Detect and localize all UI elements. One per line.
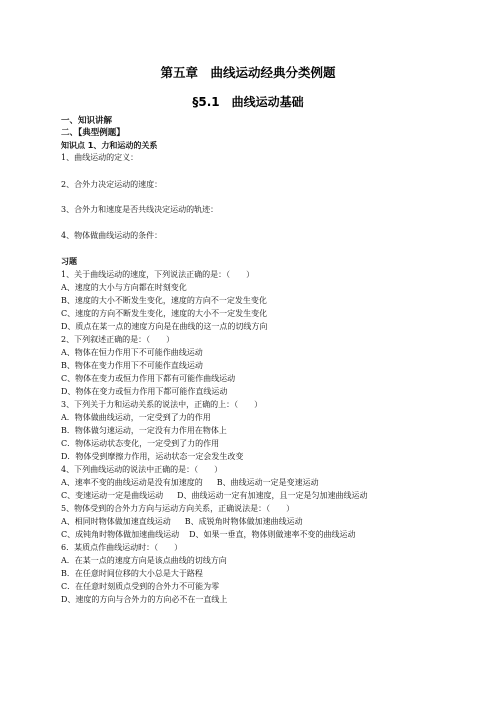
problem-3-stem: 3、下列关于力和运动关系的说法中，正确的上：（ ） [61,400,263,409]
problem-4-stem: 4、下列曲线运动的说法中正确的是：（ ） [61,465,223,474]
kp-question-4: 4、物体做曲线运动的条件： [61,231,163,240]
problem-5-row-1 [61,517,303,527]
kp-question-3: 3、合外力和速度是否共线决定运动的轨迹： [61,205,219,214]
problem-3-option-a: A．物体做曲线运动，一定受到了力的作用 [61,413,211,422]
problem-6-option-a: A．在某一点的速度方向是该点曲线的切线方向 [61,556,227,565]
problem-1-option-c: C、速度的方向不断发生变化，速度的大小不一定发生变化 [61,309,268,318]
problem-5-option-c: C、成钝角时物体做加速曲线运动 [61,530,180,539]
problem-4-row-1 [61,478,319,488]
problem-1-stem: 1、关于曲线运动的速度，下列说法正确的是：（ ） [61,270,255,279]
problem-4-row-2 [61,491,368,501]
problem-5-option-a: A、相同时物体做加速直线运动 [61,517,171,526]
problem-1-option-b: B、速度的大小不断发生变化，速度的方向不一定发生变化 [61,296,267,305]
problem-5-option-b: B、成锐角时物体做加速曲线运动 [184,517,303,526]
problem-3-option-c: C．物体运动状态变化，一定受到了力的作用 [61,439,220,448]
problem-4-option-d: D、曲线运动一定有加速度，且一定是匀加速曲线运动 [177,491,368,500]
problem-4-option-a: A、速率不变的曲线运动是没有加速度的 [61,478,203,487]
problem-6-stem: 6．某质点作曲线运动时：（ ） [61,543,183,552]
problem-4-option-c: C、变速运动一定是曲线运动 [61,491,164,500]
problem-3-option-d: D．物体受到摩擦力作用，运动状态一定会发生改变 [61,452,244,461]
problem-5-option-d: D、如果一垂直，物体则做速率不变的曲线运动 [189,530,356,539]
problem-2-option-d: D、物体在变力或恒力作用下都可能作直线运动 [61,387,228,396]
kp-question-1: 1、曲线运动的定义： [61,153,139,162]
heading-examples: 二、【典型例题】 [61,128,125,138]
section-title: §5.1 曲线运动基础 [192,95,304,109]
heading-knowledge: 一、知识讲解 [61,116,113,126]
problem-4-option-b: B、曲线运动一定是变速运动 [216,478,319,487]
chapter-title: 第五章 曲线运动经典分类例题 [160,65,336,80]
problem-6-option-c: C．在任意时刻质点受到的合外力不可能为零 [61,582,220,591]
problem-5-row-2 [61,530,356,540]
problem-5-stem: 5、物体受到的合外力方向与运动方向关系，正确说法是：（ ） [61,504,295,513]
problem-2-option-b: B、物体在变力作用下不可能作直线运动 [61,361,203,370]
problem-2-stem: 2、下列叙述正确的是：（ ） [61,335,175,344]
problem-2-option-c: C、物体在变力或恒力作用下都有可能作曲线运动 [61,374,236,383]
knowledge-point-heading: 知识点 1、力和运动的关系 [61,141,158,150]
problem-3-option-b: B．物体做匀速运动，一定没有力作用在物体上 [61,426,227,435]
exercises-heading: 习题 [61,257,77,266]
problem-6-option-b: B．在任意时间位移的大小总是大于路程 [61,569,203,578]
problem-6-option-d: D、速度的方向与合外力的方向必不在一直线上 [61,595,228,604]
kp-question-2: 2、合外力决定运动的速度： [61,180,163,189]
problem-1-option-a: A、速度的大小与方向都在时刻变化 [61,283,187,292]
problem-1-option-d: D、质点在某一点的速度方向是在曲线的这一点的切线方向 [61,322,268,331]
problem-2-option-a: A、物体在恒力作用下不可能作曲线运动 [61,348,203,357]
